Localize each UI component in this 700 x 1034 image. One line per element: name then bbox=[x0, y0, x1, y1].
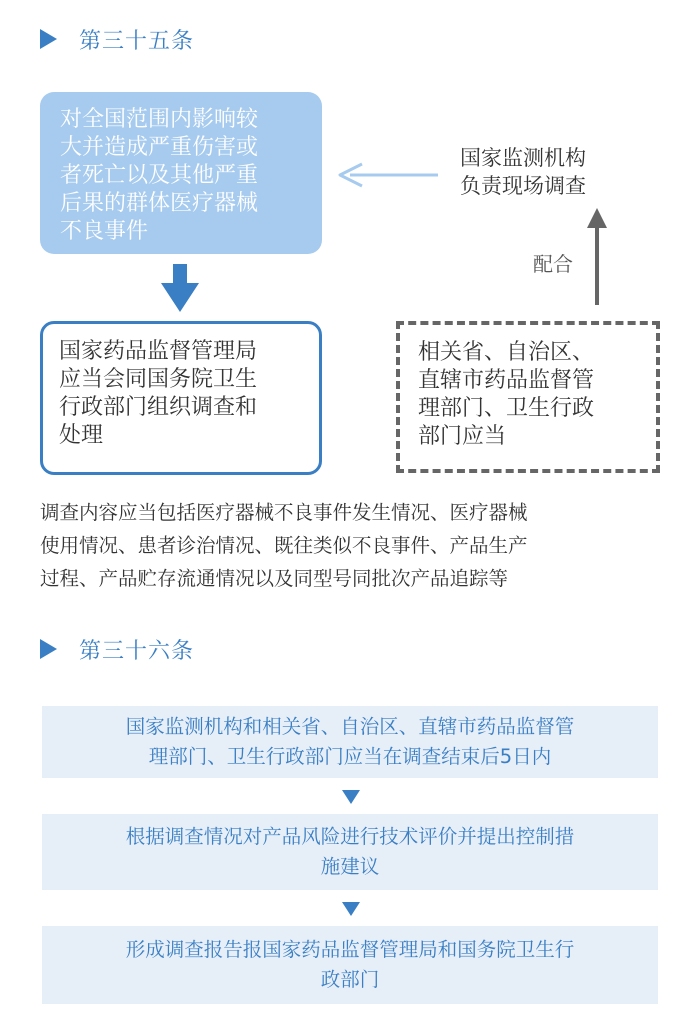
left-arrow-icon bbox=[340, 164, 438, 186]
article-36-heading bbox=[40, 634, 194, 664]
monitor-line: 负责现场调查 bbox=[460, 174, 586, 198]
nmpa-line: 行政部门组织调查和 bbox=[59, 395, 258, 420]
investigation-content-paragraph bbox=[40, 496, 670, 595]
cooperate-label: 配合 bbox=[533, 252, 573, 276]
down-triangle-icon bbox=[342, 790, 360, 804]
up-arrow-icon bbox=[587, 208, 607, 305]
event-line: 对全国范围内影响较 bbox=[60, 107, 259, 132]
step-line: 形成调查报告报国家药品监督管理局和国务院卫生行 bbox=[125, 938, 575, 961]
triangle-bullet-icon bbox=[40, 639, 57, 659]
step-line: 政部门 bbox=[320, 968, 380, 991]
step-line: 施建议 bbox=[320, 855, 380, 878]
paragraph-line: 使用情况、患者诊治情况、既往类似不良事件、产品生产 bbox=[40, 534, 528, 557]
step-line: 理部门、卫生行政部门应当在调查结束后5日内 bbox=[148, 745, 552, 768]
step-line: 根据调查情况对产品风险进行技术评价并提出控制措 bbox=[125, 825, 575, 848]
article-35-title: 第三十五条 bbox=[79, 28, 195, 54]
down-arrow-icon bbox=[161, 264, 199, 312]
provincial-line: 直辖市药品监督管 bbox=[418, 368, 595, 393]
step-1-box bbox=[42, 706, 658, 778]
nmpa-line: 国家药品监督管理局 bbox=[59, 339, 258, 364]
event-line: 大并造成严重伤害或 bbox=[60, 135, 259, 160]
step-2-box bbox=[42, 814, 658, 890]
provincial-line: 理部门、卫生行政 bbox=[418, 396, 595, 421]
event-line: 者死亡以及其他严重 bbox=[60, 163, 259, 188]
national-monitoring-label bbox=[460, 144, 640, 200]
nmpa-box bbox=[40, 321, 322, 475]
nmpa-line: 应当会同国务院卫生 bbox=[59, 367, 258, 392]
step-line: 国家监测机构和相关省、自治区、直辖市药品监督管 bbox=[125, 715, 575, 738]
down-triangle-icon bbox=[342, 902, 360, 916]
event-line: 不良事件 bbox=[60, 219, 149, 244]
provincial-line: 相关省、自治区、 bbox=[418, 340, 595, 365]
paragraph-line: 过程、产品贮存流通情况以及同型号同批次产品追踪等 bbox=[40, 567, 509, 590]
provincial-line: 部门应当 bbox=[418, 424, 507, 449]
nmpa-line: 处理 bbox=[59, 423, 104, 448]
step-3-box bbox=[42, 926, 658, 1004]
provincial-departments-box bbox=[396, 321, 660, 473]
paragraph-line: 调查内容应当包括医疗器械不良事件发生情况、医疗器械 bbox=[40, 501, 528, 524]
event-line: 后果的群体医疗器械 bbox=[60, 191, 259, 216]
article-36-title: 第三十六条 bbox=[79, 638, 195, 664]
monitor-line: 国家监测机构 bbox=[460, 146, 586, 170]
